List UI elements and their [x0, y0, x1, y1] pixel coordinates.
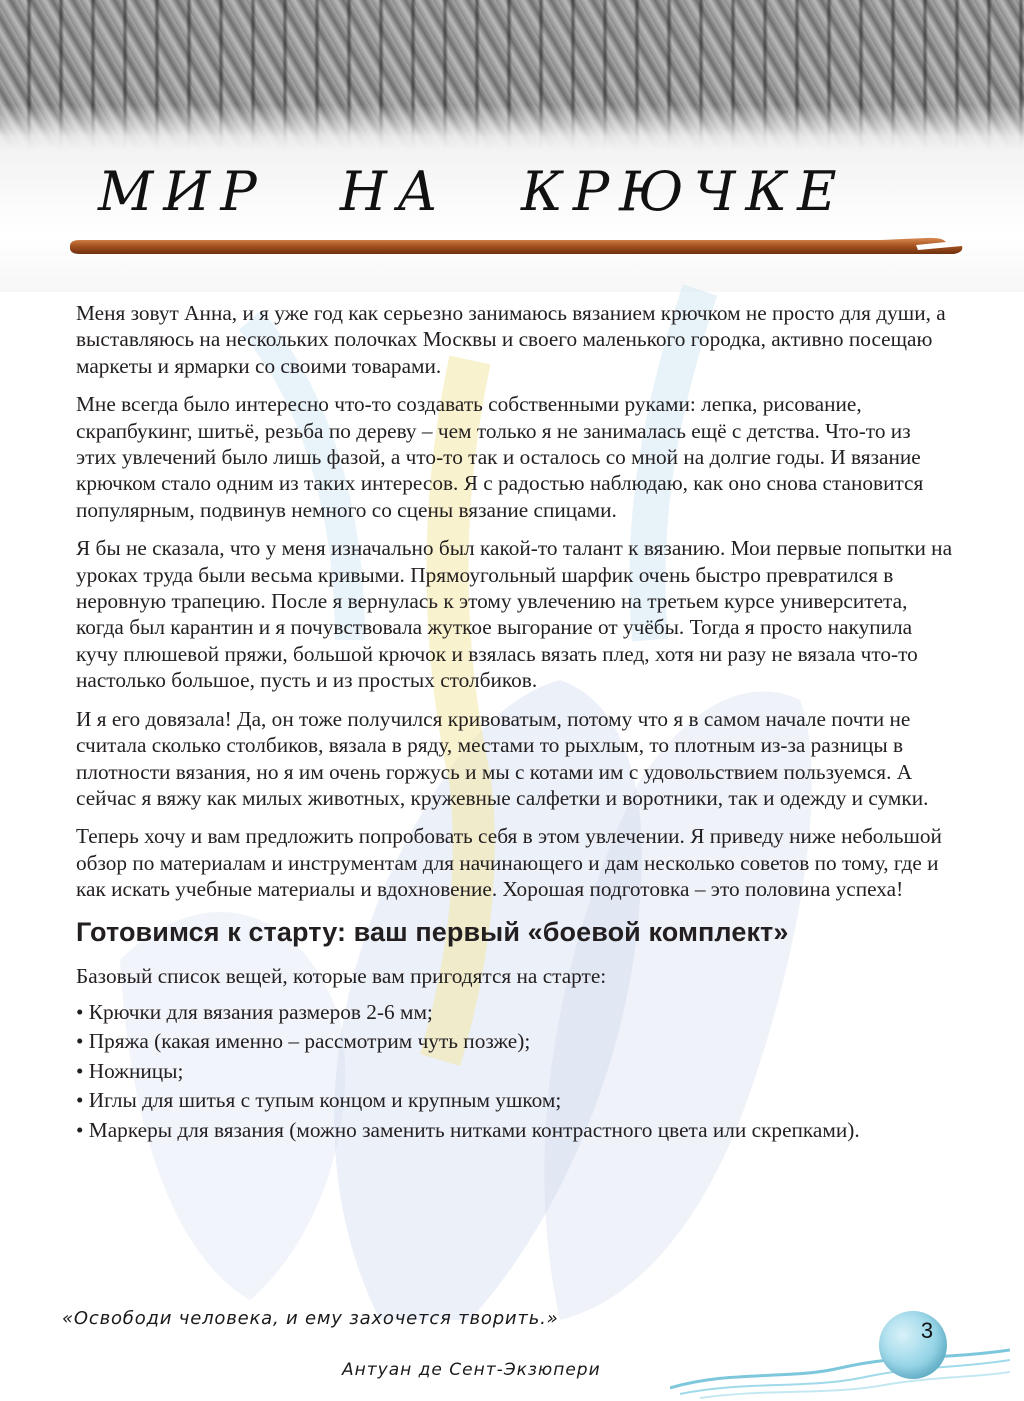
list-item: • Иглы для шитья с тупым концом и крупным ушком; [76, 1087, 956, 1113]
footer-quote: «Освободи человека, и ему захочется творить.» [62, 1308, 559, 1329]
section-heading: Готовимся к старту: ваш первый «боевой комплект» [76, 916, 789, 947]
yarn-wave-decoration [670, 1310, 1010, 1400]
knit-header-image [0, 0, 1024, 150]
paragraph-hobbies: Мне всегда было интересно что-то создавать собственными руками: лепка, рисование, скрапбукинг, шитьё, резьба по дереву – чем только я не занималась ещё с детства. Что-то из этих увлечений было лишь фазой, а что-то так и осталось со мной на долгие годы. И вязание крючком стало одним из таких интересов. Я с радостью наблюдаю, как оно снова становится популярным, подвинув немного со сцены вязание спицами. [76, 392, 924, 522]
supplies-list [76, 999, 956, 1143]
paragraph-invitation: Теперь хочу и вам предложить попробовать себя в этом увлечении. Я приведу ниже небольшой обзор по материалам и инструментам для начинающего и дам несколько советов по тому, где и как искать учебные материалы и вдохновение. Хорошая подготовка – это половина успеха! [76, 824, 942, 902]
list-item: • Маркеры для вязания (можно заменить нитками контрастного цвета или скрепками). [76, 1117, 956, 1143]
list-item: • Пряжа (какая именно – рассмотрим чуть позже); [76, 1028, 956, 1054]
page-number: 3 [920, 1318, 934, 1343]
list-intro: Базовый список вещей, которые вам пригодятся на старте: [76, 963, 607, 988]
paragraph-intro: Меня зовут Анна, и я уже год как серьезно занимаюсь вязанием крючком не просто для души, а выставляюсь на нескольких полочках Москвы и своего маленького городка, активно посещаю маркеты и ярмарки со своими товарами. [76, 301, 946, 378]
crochet-hook-image [66, 236, 966, 258]
magazine-title: МИР НА КРЮЧКЕ [98, 160, 847, 223]
quote-author: Антуан де Сент-Экзюпери [342, 1360, 601, 1380]
list-item: • Ножницы; [76, 1058, 956, 1084]
paragraph-blanket: И я его довязала! Да, он тоже получился кривоватым, потому что я в самом начале почти не считала сколько столбиков, вязала в ряду, местами то рыхлым, то плотным из-за разницы в плотности вязания, но я им очень горжусь и мы с котами им с удовольствием пользуемся. А сейчас я вяжу как милых животных, кружевные салфетки и воротники, так и одежду и сумки. [76, 706, 929, 810]
article [76, 300, 956, 1146]
list-item: • Крючки для вязания размеров 2-6 мм; [76, 999, 956, 1025]
paragraph-first-attempts: Я бы не сказала, что у меня изначально был какой-то талант к вязанию. Мои первые попытки на уроках труда были весьма кривыми. Прямоугольный шарфик очень быстро превратился в неровную трапецию. После я вернулась к этому увлечению на третьем курсе университета, когда был карантин и я почувствовала жуткое выгорание от учёбы. Тогда я просто накупила кучу плюшевой пряжи, большой крючок и взялась вязать плед, хотя ни разу не вязала что-то настолько большое, пусть и из простых столбиков. [76, 536, 953, 693]
